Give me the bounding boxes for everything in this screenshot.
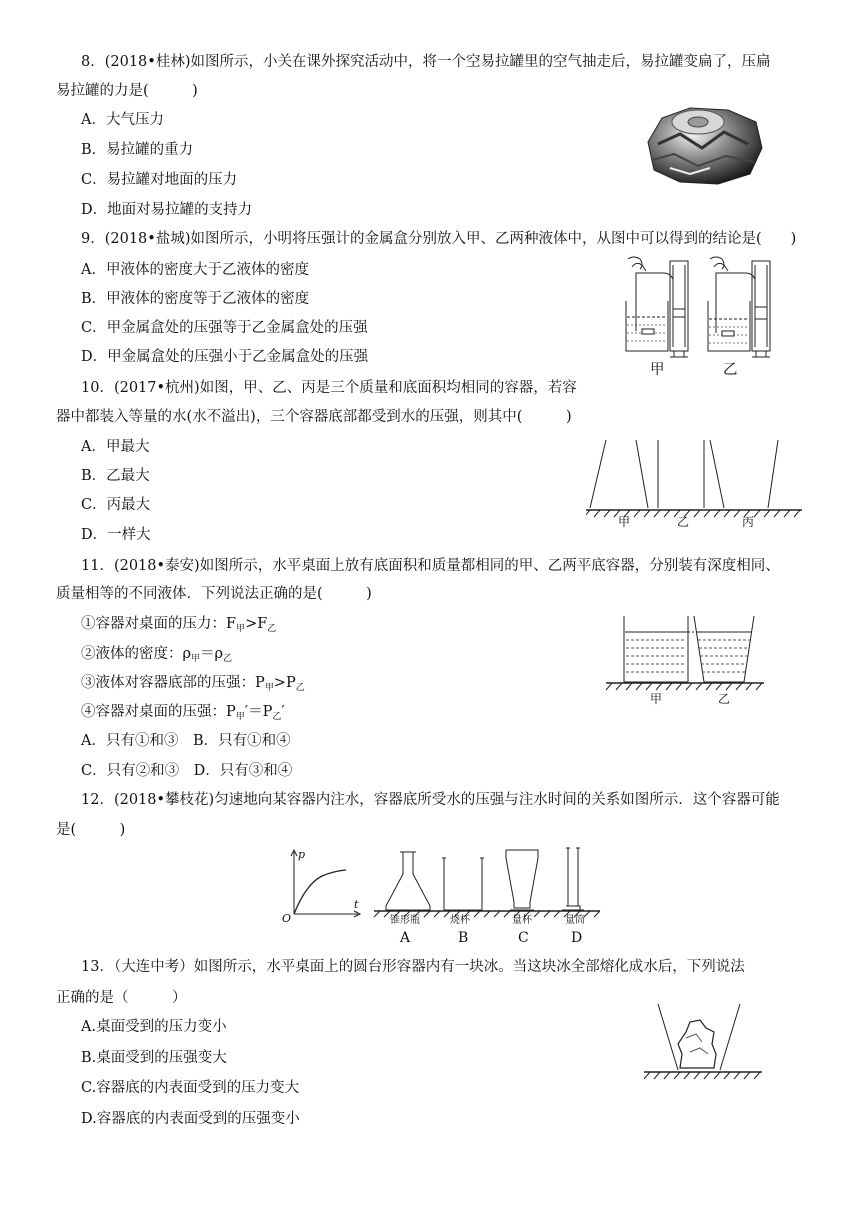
q10-stem-line1: 10．(2017•杭州)如图，甲、乙、丙是三个质量和底面积均相同的容器，若容	[81, 380, 577, 396]
q9-option-c: C．甲金属盒处的压强等于乙金属盒处的压强	[81, 320, 368, 336]
container-a-name: 锥形瓶	[390, 915, 420, 926]
q13-stem-line2: 正确的是（ ）	[56, 990, 187, 1006]
q10-option-d: D．一样大	[81, 527, 151, 543]
two-containers-figure	[604, 612, 774, 694]
q10-option-c: C．丙最大	[81, 497, 151, 513]
q11-statement-1: ①容器对桌面的压力：$F_甲>F_乙$	[81, 616, 277, 634]
container-b-letter: B	[458, 930, 469, 946]
q11-label-yi: 乙	[718, 692, 731, 706]
q8-option-a: A．大气压力	[81, 112, 164, 128]
q11-stem-line1: 11．(2018•泰安)如图所示，水平桌面上放有底面积和质量都相同的甲、乙两平底容器，分别装有深度相同、	[81, 558, 780, 574]
q11-statement-3: ③液体对容器底部的压强：$P_甲>P_乙$	[81, 675, 305, 693]
container-c-name: 量杯	[512, 915, 532, 926]
q11-statement-4: ④容器对桌面的压强：$P_甲'=P_乙'$	[81, 704, 285, 722]
q13-stem-line1: 13．（大连中考）如图所示，水平桌面上的圆台形容器内有一块冰。当这块冰全部熔化成水后，下列说法	[81, 959, 745, 975]
container-c-letter: C	[518, 930, 529, 946]
q13-option-a: A.桌面受到的压力变小	[81, 1019, 227, 1035]
graph-origin-label: O	[282, 912, 292, 924]
q9-stem: 9．(2018•盐城)如图所示，小明将压强计的金属盒分别放入甲、乙两种液体中，从图中可以得到的结论是( )	[81, 231, 797, 247]
graph-x-axis-label: t	[354, 898, 359, 911]
q13-option-b: B.桌面受到的压强变大	[81, 1050, 227, 1066]
q8-option-b: B．易拉罐的重力	[81, 142, 194, 158]
pressure-gauge-figure	[618, 233, 778, 378]
ice-container-figure	[644, 998, 764, 1084]
q9-label-yi: 乙	[723, 362, 738, 378]
q10-option-b: B．乙最大	[81, 468, 150, 484]
q9-option-d: D．甲金属盒处的压强小于乙金属盒处的压强	[81, 349, 369, 365]
q10-label-yi: 乙	[677, 515, 690, 529]
container-d-name: 量筒	[565, 915, 585, 926]
q11-stem-line2: 质量相等的不同液体．下列说法正确的是( )	[56, 586, 372, 602]
q13-option-d: D.容器底的内表面受到的压强变小	[81, 1111, 300, 1127]
q12-stem-line1: 12．(2018•攀枝花)匀速地向某容器内注水，容器底所受水的压强与注水时间的关系如图所示．这个容器可能	[81, 792, 780, 808]
q12-stem-line2: 是( )	[56, 822, 126, 838]
container-d-letter: D	[571, 930, 583, 946]
q8-stem-line2: 易拉罐的力是( )	[56, 83, 198, 99]
q10-stem-line2: 器中都装入等量的水(水不溢出)，三个容器底部都受到水的压强，则其中( )	[56, 409, 572, 425]
q13-option-c: C.容器底的内表面受到的压力变大	[81, 1080, 300, 1096]
pressure-time-graph	[278, 844, 364, 924]
q11-options-cd: C．只有②和③ D．只有③和④	[81, 763, 293, 779]
three-containers-figure	[586, 436, 804, 522]
q9-label-jia: 甲	[650, 362, 665, 378]
q10-label-jia: 甲	[618, 515, 631, 529]
q8-option-c: C．易拉罐对地面的压力	[81, 172, 238, 188]
crushed-can-photo	[640, 104, 766, 186]
q11-label-jia: 甲	[650, 692, 663, 706]
q9-option-a: A．甲液体的密度大于乙液体的密度	[81, 262, 309, 278]
q11-statement-2: ②液体的密度：$\rho_甲=\rho_乙$	[81, 646, 233, 664]
container-b-name: 烧杯	[450, 915, 470, 926]
q8-option-d: D．地面对易拉罐的支持力	[81, 202, 253, 218]
container-a-letter: A	[400, 930, 411, 946]
q10-option-a: A．甲最大	[81, 439, 150, 455]
graph-y-axis-label: p	[298, 848, 306, 861]
q8-stem-line1: 8．(2018•桂林)如图所示，小关在课外探究活动中，将一个空易拉罐里的空气抽走后，易拉罐变扁了，压扁	[81, 54, 771, 70]
q10-label-bing: 丙	[742, 515, 755, 529]
q11-options-ab: A．只有①和③ B．只有①和④	[81, 733, 291, 749]
q9-option-b: B．甲液体的密度等于乙液体的密度	[81, 291, 310, 307]
